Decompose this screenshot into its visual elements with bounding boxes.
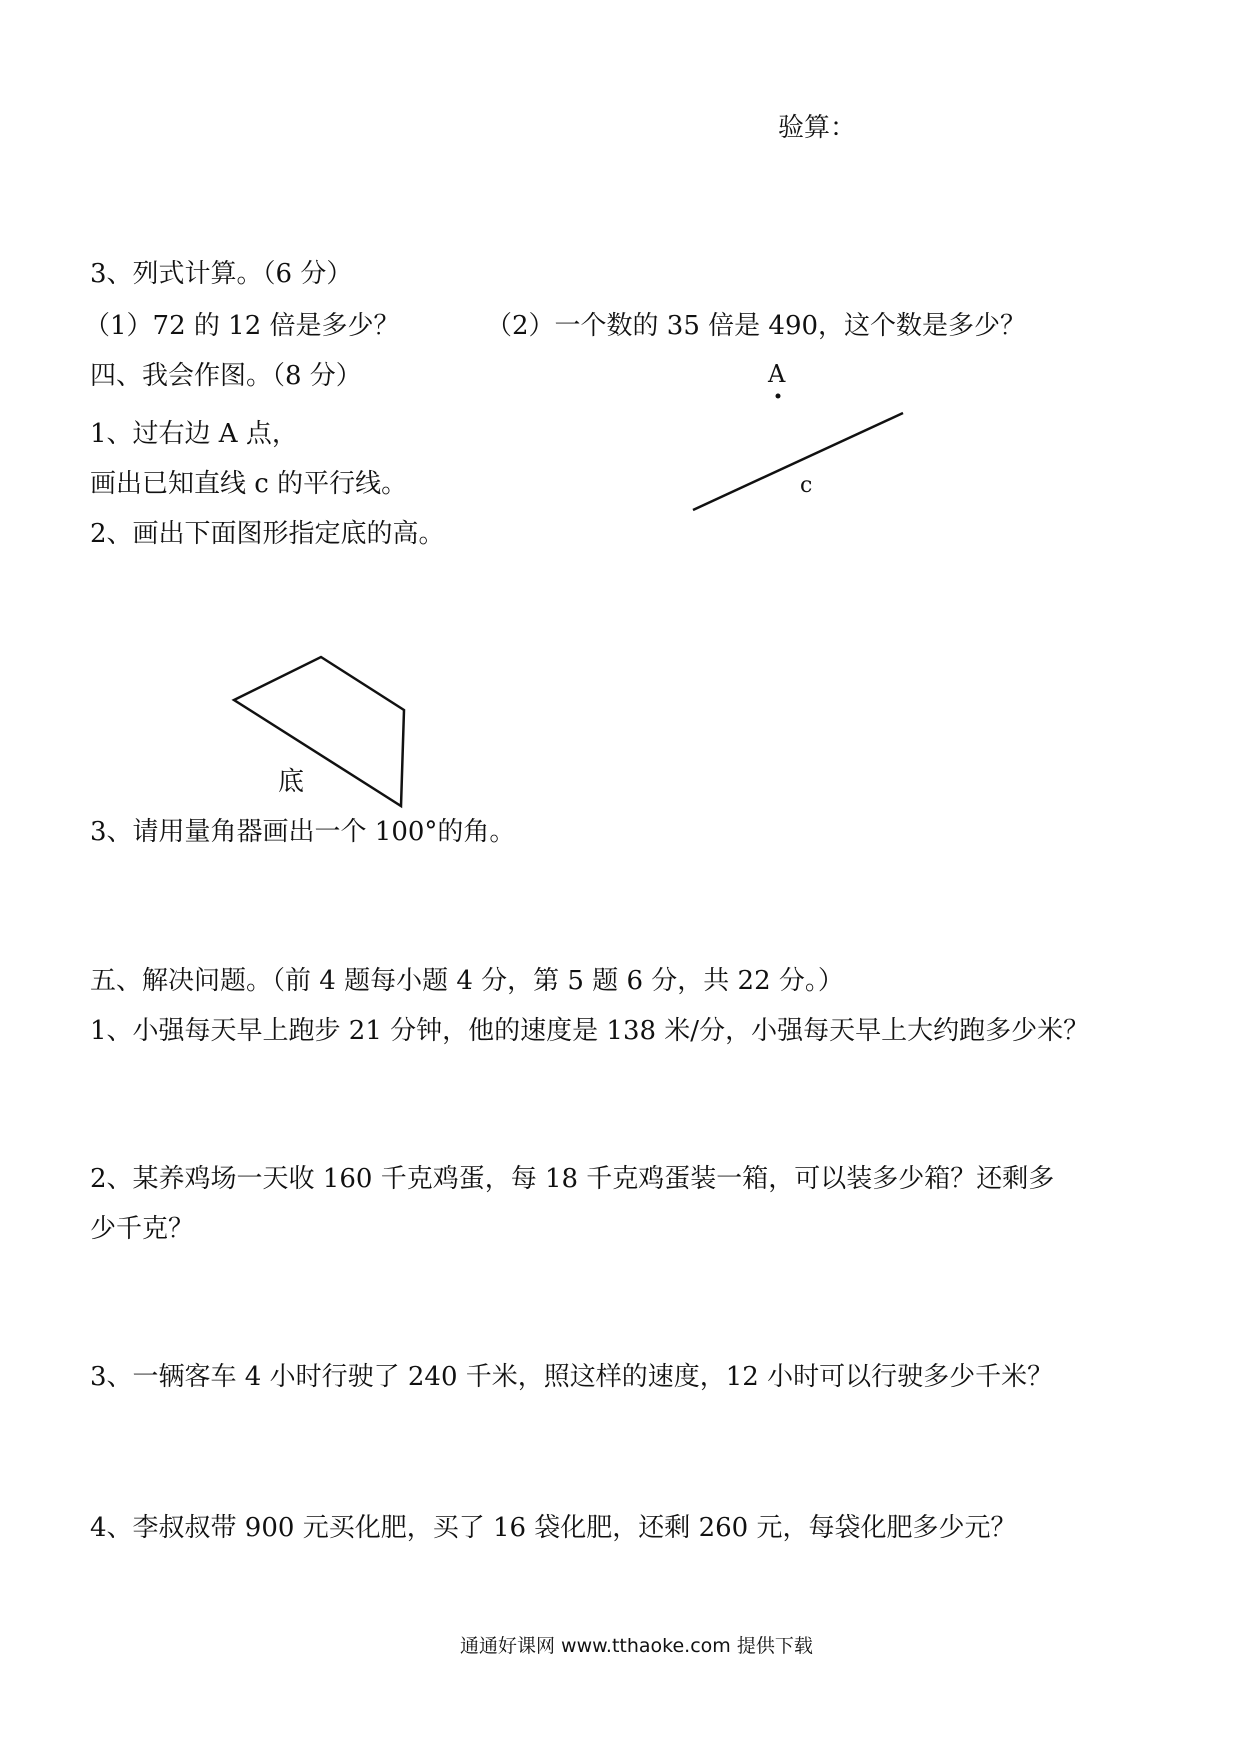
section4-heading: 四、我会作图。（8 分） xyxy=(90,361,362,391)
footer-credit: 通通好课网 www.tthaoke.com 提供下载 xyxy=(460,1635,813,1657)
section3-q2: （2）一个数的 35 倍是 490，这个数是多少？ xyxy=(486,311,1027,341)
problem-1: 1、小强每天早上跑步 21 分钟，他的速度是 138 米/分，小强每天早上大约跑多少米？ xyxy=(90,1016,1090,1046)
problem-2-line1: 2、某养鸡场一天收 160 千克鸡蛋，每 18 千克鸡蛋装一箱，可以装多少箱？还剩多 xyxy=(90,1164,1055,1194)
problem-4: 4、李叔叔带 900 元买化肥，买了 16 袋化肥，还剩 260 元，每袋化肥多少元？ xyxy=(90,1513,1017,1543)
section4-item1-line2: 画出已知直线 c 的平行线。 xyxy=(90,469,408,499)
section4-item1-line1: 1、过右边 A 点， xyxy=(90,419,298,449)
base-label: 底 xyxy=(278,767,305,797)
section5-heading: 五、解决问题。（前 4 题每小题 4 分，第 5 题 6 分，共 22 分。） xyxy=(90,966,844,996)
problem-3: 3、一辆客车 4 小时行驶了 240 千米，照这样的速度，12 小时可以行驶多少千米？ xyxy=(90,1362,1054,1392)
point-a-dot xyxy=(776,394,781,399)
section4-item3: 3、请用量角器画出一个 100°的角。 xyxy=(90,817,516,847)
quadrilateral-shape xyxy=(234,657,404,806)
section3-q1: （1）72 的 12 倍是多少？ xyxy=(84,311,400,341)
line-c-label: c xyxy=(800,473,813,498)
section4-item2: 2、画出下面图形指定底的高。 xyxy=(90,519,445,549)
section3-heading: 3、列式计算。（6 分） xyxy=(90,259,353,289)
check-label: 验算： xyxy=(778,113,857,143)
problem-2-line2: 少千克？ xyxy=(90,1214,195,1244)
line-c xyxy=(693,413,903,510)
point-a-label: A xyxy=(768,360,786,388)
